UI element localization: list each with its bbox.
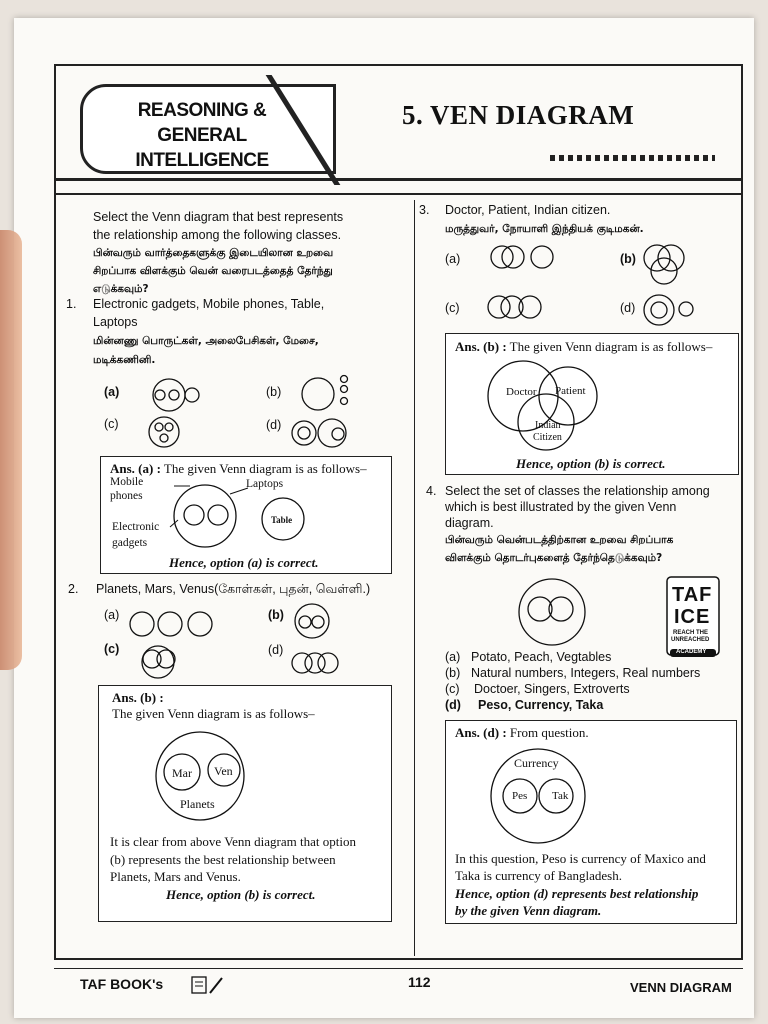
banner-line-2: GENERAL INTELLIGENCE [135,125,269,171]
q4-line-3: diagram. [445,516,494,530]
q1-option-b: (b) [266,385,282,399]
q3-option-b: (b) [620,252,636,266]
q4-answer [455,725,589,741]
q4-option-b-text: Natural numbers, Integers, Real numbers [471,666,701,680]
q1-option-d: (d) [266,418,282,432]
q4-option-a: (a) [445,650,461,664]
q4-answer-title: Ans. (d) : [455,725,507,740]
q1-label-electronic-1: Electronic [112,521,160,533]
q3-option-a-diagram [488,242,558,274]
q3-option-b-diagram [640,240,690,290]
finger [0,230,22,670]
q2-option-a-diagram [128,610,218,640]
q2-explanation-3: Planets, Mars and Venus. [110,869,241,884]
q4-explanation-4: by the given Venn diagram. [455,903,602,918]
q4-explanation-2: Taka is currency of Bangladesh. [455,868,622,883]
q4-tamil-1: பின்வரும் வென்படத்திற்கான உறவை சிறப்பாக [445,534,674,546]
q3-label-citizen: Citizen [533,432,562,443]
logo-line-3: REACH THE [673,630,709,636]
logo-line-4: UNREACHED [671,637,710,643]
q1-answer-text: The given Venn diagram is as follows– [160,461,367,476]
q2-answer-title: Ans. (b) : [112,690,164,705]
q1-option-c-diagram [148,413,184,453]
q4-label-pes: Pes [512,790,528,802]
intro-line-1: Select the Venn diagram that best represents [93,210,344,224]
q3-label-patient: Patient [555,385,586,397]
q3-option-c-diagram [486,293,550,323]
q2-explanation-1: It is clear from above Venn diagram that option [110,834,356,849]
q3-tamil: மருத்துவர், நோயாளி இந்தியக் குடிமகன். [445,223,644,235]
q4-explanation-3: Hence, option (d) represents best relationship [455,886,699,901]
q1-label-mobile-1: Mobile [110,476,144,488]
chapter-title: 5. VEN DIAGRAM [402,100,635,130]
q3-option-d: (d) [620,301,636,315]
q2-text: Planets, Mars, Venus(கோள்கள், புதன், வெள்ளி.) [96,582,371,596]
q4-tamil-2: விளக்கும் தொடர்புகளைத் தேர்ந்தெடுக்கவும்? [445,552,663,564]
q3-answer-title: Ans. (b) : [455,339,507,354]
q4-label-currency: Currency [514,756,559,770]
footer-right: VENN DIAGRAM [630,980,732,995]
banner-line-1: REASONING & [137,100,267,121]
q3-option-c: (c) [445,301,460,315]
q2-option-d-diagram [290,650,350,678]
q4-question-diagram [518,578,588,648]
q1-line-2: Laptops [93,315,138,329]
q2-option-c: (c) [104,642,120,656]
q1-option-a: (a) [104,385,120,399]
q1-line-1: Electronic gadgets, Mobile phones, Table, [93,297,325,311]
q1-number: 1. [66,297,77,311]
q4-option-c: (c) [445,682,460,696]
intro-tamil-2: சிறப்பாக விளக்கும் வென் வரைபடத்தைத் தேர்ந்து [93,265,333,277]
q4-option-a-text: Potato, Peach, Vegtables [471,650,612,664]
q2-explanation-2: (b) represents the best relationship between [110,852,336,867]
q1-label-table: Table [271,515,293,525]
intro-line-2: the relationship among the following classes. [93,228,342,242]
footer-rule [54,968,743,969]
taf-ice-logo [666,576,720,658]
q1-answer-title: Ans. (a) : [110,461,161,476]
q3-label-doctor: Doctor [506,386,537,398]
q2-option-d: (d) [268,643,284,657]
q2-answer-text: The given Venn diagram is as follows– [112,706,315,721]
book-pencil-icon [190,975,230,995]
logo-line-2: ICE [674,606,711,628]
header-divider-lower [54,193,743,195]
q3-label-indian: Indian [535,420,561,431]
q1-label-electronic-2: gadgets [112,537,148,549]
q3-text: Doctor, Patient, Indian citizen. [445,203,611,217]
q4-label-tak: Tak [552,790,569,802]
q1-label-mobile-2: phones [110,490,143,502]
q1-label-laptops: Laptops [246,478,284,490]
q1-conclusion: Hence, option (a) is correct. [169,555,319,570]
q2-label-ven: Ven [214,764,233,778]
footer-left: TAF BOOK's [80,976,164,992]
page-number: 112 [408,974,431,990]
q2-number: 2. [68,582,79,596]
banner-title [92,98,312,173]
q4-answer-text: From question. [506,725,589,740]
q1-answer [110,461,367,477]
decorative-dots [550,155,715,161]
logo-line-5: ACADEMY [676,649,707,655]
q1-tamil-2: மடிக்கணினி. [93,354,156,366]
header-divider [54,178,743,181]
q3-option-d-diagram [642,293,698,329]
q4-option-c-text: Doctoer, Singers, Extroverts [474,682,630,696]
q2-label-planets: Planets [180,797,215,811]
q2-option-a: (a) [104,608,120,622]
q3-conclusion: Hence, option (b) is correct. [516,456,666,471]
q3-number: 3. [419,203,430,217]
q4-explanation-1: In this question, Peso is currency of Maxico and [455,851,706,866]
q2-option-c-diagram [140,642,190,682]
q1-tamil-1: மின்னணு பொருட்கள், அலைபேசிகள், மேசை, [93,335,319,347]
intro-tamil-3: எடுக்கவும்? [93,283,149,295]
q1-option-a-diagram [148,378,208,414]
q3-answer-text: The given Venn diagram is as follows– [506,339,713,354]
q4-option-d-text: Peso, Currency, Taka [478,698,604,712]
q2-conclusion: Hence, option (b) is correct. [166,887,316,902]
logo-line-1: TAF [672,584,713,606]
q2-option-b-diagram [290,604,340,640]
q1-option-c: (c) [104,417,119,431]
column-divider [414,200,415,956]
q4-number: 4. [426,484,437,498]
q3-answer [455,339,712,355]
intro-tamil-1: பின்வரும் வார்த்தைகளுக்கு இடையிலான உறவை [93,247,334,259]
q2-label-mar: Mar [172,766,192,780]
q1-option-b-diagram [300,373,360,415]
q1-option-d-diagram [290,416,354,450]
q4-option-d: (d) [445,698,461,712]
q4-line-2: which is best illustrated by the given Venn [445,500,677,514]
q2-option-b: (b) [268,608,284,622]
q3-option-a: (a) [445,252,461,266]
q4-line-1: Select the set of classes the relationship among [445,484,710,498]
q4-option-b: (b) [445,666,461,680]
